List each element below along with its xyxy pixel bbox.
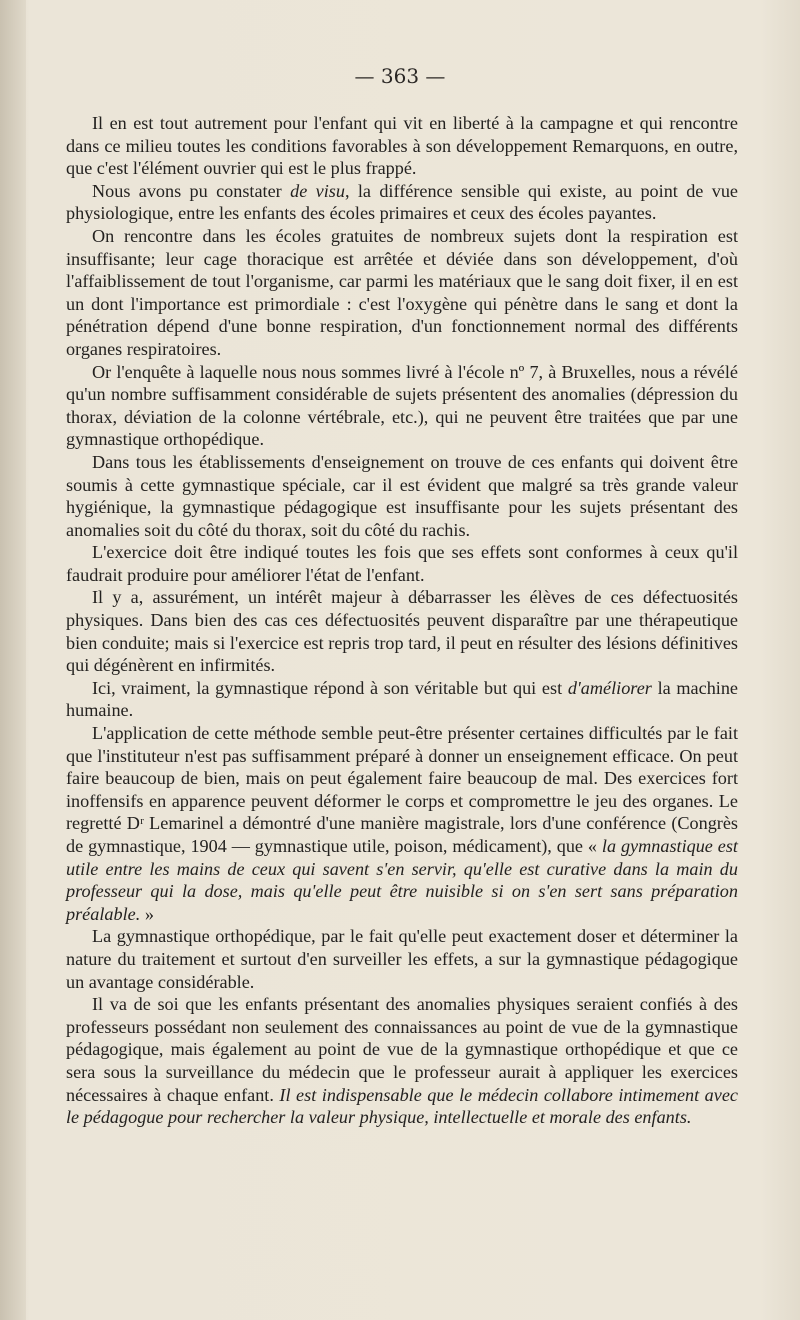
text-run: L'application de cette méthode semble peut-être présenter certaines difficultés par le fait que l'instituteur n'est pas suffisamment préparé à donner un enseignement efficace. On peut faire beaucoup de bien, mais on peut également faire beaucoup de mal. Des exercices fort inoffensifs en apparence peuvent déformer le corps et compromettre le jeu des organes. Le regretté Dʳ Lemarinel a démontré d'une manière magistrale, lors d'une conférence (Congrès de gymnastique, 1904 — gymnastique utile, poison, médicament), que « [66,723,738,856]
italic-run: la gymnastique est utile entre les mains de ceux qui savent s'en servir, qu'elle est curative dans la main du professeur qui la dose, mais qu'elle peut être nuisible si on s'en sert sans préparation préalable. [66,836,738,924]
body-text [66,112,738,1129]
paragraph [66,225,738,361]
text-run: Ici, vraiment, la gymnastique répond à son véritable but qui est [92,677,568,698]
italic-run: d'améliorer [567,677,652,698]
paragraph [66,925,738,993]
paragraph [66,722,738,925]
text-run: Il va de soi que les enfants présentant des anomalies physiques seraient confiés à des professeurs possédant non seulement des connaissances au point de vue de la gymnastique pédagogique, mais également au point de vue de la gymnastique orthopédique et que ce sera sous la surveillance du médecin que le professeur aurait à appliquer les exercices nécessaires à chaque enfant. [66,994,738,1105]
paragraph [66,451,738,541]
text-run: la machine humaine. [66,677,739,721]
italic-run: Il est indispensable que le médecin collabore intimement avec le pédagogue pour rechercher la valeur physique, intellectuelle et morale des enfants. [66,1084,738,1128]
text-run: Nous avons pu constater [92,180,291,201]
paragraph [66,361,738,451]
page-number: — 363 — [354,64,446,88]
paragraph [66,993,738,1129]
text-run: Il y a, assurément, un intérêt majeur à débarrasser les élèves de ces défectuosités physiques. Dans bien des cas ces défectuosités peuvent disparaître par une thérapeutique bien conduite; mais si l'exercice est repris trop tard, il peut en résulter des lésions définitives qui dégénèrent en infirmités. [66,587,738,676]
text-run: L'exercice doit être indiqué toutes les fois que ses effets sont conformes à ceux qu'il faudrait produire pour améliorer l'état de l'enfant. [66,542,738,585]
paragraph [66,112,738,180]
text-run: , la différence sensible qui existe, au point de vue physiologique, entre les enfants des écoles primaires et ceux des écoles payantes. [66,180,738,224]
paragraph [66,180,738,225]
text-run: Or l'enquête à laquelle nous nous sommes livré à l'école nº 7, à Bruxelles, nous a révélé qu'un nombre suffisamment considérable de sujets présentent des anomalies (dépression du thorax, déviation de la colonne vértébrale, etc.), qui ne peuvent être traitées que par une gymnastique orthopédique. [66,361,738,450]
page-binding-shadow [0,0,26,1320]
text-run: » [140,903,154,924]
paragraph [66,541,738,586]
paragraph [66,586,738,676]
text-run: Dans tous les établissements d'enseignement on trouve de ces enfants qui doivent être soumis à cette gymnastique spéciale, car il est évident que malgré sa très grande valeur hygiénique, la gymnastique pédagogique est insuffisante pour les sujets présentant des anomalies soit du côté du thorax, soit du côté du rachis. [66,451,738,540]
text-run: Il en est tout autrement pour l'enfant qui vit en liberté à la campagne et qui rencontre dans ce milieu toutes les conditions favorables à son développement Remarquons, en outre, que c'est l'élément ouvrier qui est le plus frappé. [66,113,738,179]
text-run: On rencontre dans les écoles gratuites de nombreux sujets dont la respiration est insuffisante; leur cage thoracique est arrêtée et déviée dans son développement, d'où l'affaiblissement de tout l'organisme, car parmi les matériaux que le sang doit fixer, il en est un dont l'importance est primordiale : c'est l'oxygène qui pénètre dans le sang et dont la pénétration dépend d'une bonne respiration, d'un fonctionnement normal des différents organes respiratoires. [66,225,738,359]
paragraph [66,677,738,722]
text-run: La gymnastique orthopédique, par le fait qu'elle peut exactement doser et déterminer la nature du traitement et surtout d'en surveiller les effets, a sur la gymnastique pédagogique un avantage considérable. [66,926,738,992]
italic-run: de visu [290,180,345,201]
